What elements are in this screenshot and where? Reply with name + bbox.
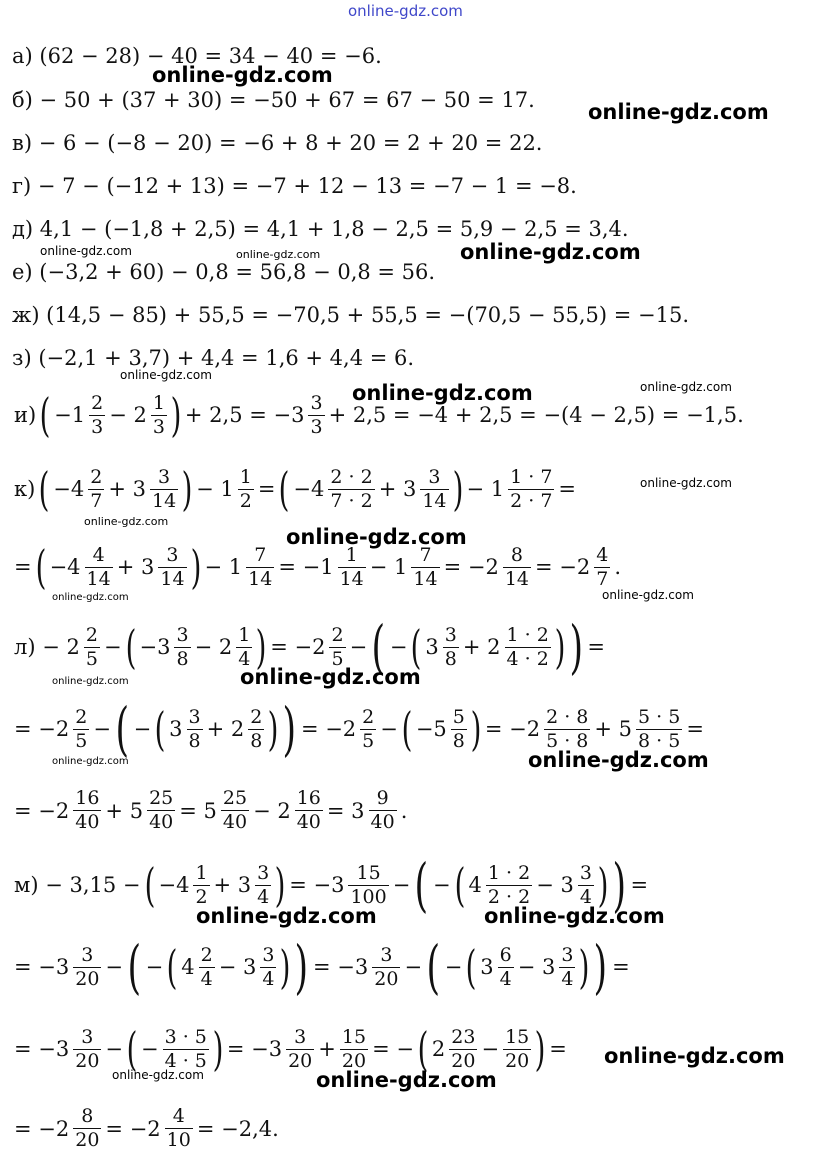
close-paren: ) — [612, 851, 627, 919]
term: −3 — [139, 635, 171, 659]
fraction: $\frac{3}{14}$ — [160, 543, 185, 590]
fraction: $\frac{5}{8}$ — [452, 705, 465, 752]
term: + 2 — [462, 635, 501, 659]
fraction: $\frac{15}{100}$ — [350, 861, 387, 908]
fraction: $\frac{15}{20}$ — [505, 1025, 530, 1072]
fraction: $\frac{8}{20}$ — [75, 1105, 100, 1151]
term: − 2 — [109, 403, 147, 427]
fraction: $\frac{4}{7}$ — [596, 543, 609, 590]
close-paren: ) — [569, 613, 583, 681]
solution-line-v: в) − 6 − (−8 − 20) = −6 + 8 + 20 = 2 + 20 = 22. — [12, 131, 543, 155]
solution-line-z: з) (−2,1 + 3,7) + 4,4 = 1,6 + 4,4 = 6. — [12, 346, 415, 370]
term: = −2 — [14, 1116, 70, 1141]
term: = — [612, 955, 630, 979]
solution-line-l3 — [12, 788, 409, 833]
fraction: $\frac{3}{4}$ — [561, 943, 574, 990]
fraction: $\frac{3}{4}$ — [579, 861, 592, 908]
fraction: $\frac{1 \cdot 7}{2 \cdot 7}$ — [510, 465, 553, 512]
term: − — [444, 955, 463, 979]
watermark: online-gdz.com — [84, 515, 169, 528]
fraction: $\frac{3}{4}$ — [257, 861, 270, 908]
watermark: online-gdz.com — [240, 665, 421, 689]
term: + 3 — [213, 873, 252, 897]
close-paren: ) — [597, 858, 609, 912]
item-label: к) — [14, 477, 36, 501]
solution-line-d: д) 4,1 − (−1,8 + 2,5) = 4,1 + 1,8 − 2,5 = 5,9 − 2,5 = 3,4. — [12, 217, 629, 241]
term: = 3 — [326, 798, 365, 823]
fraction: $\frac{15}{20}$ — [341, 1025, 367, 1072]
solution-line-m2 — [12, 933, 632, 1001]
term: − — [145, 955, 164, 979]
watermark-top: online-gdz.com — [348, 2, 463, 20]
close-paren: ) — [181, 462, 193, 516]
term: = −3 — [226, 1037, 283, 1061]
fraction: $\frac{3}{8}$ — [176, 623, 189, 670]
term: = −2 — [484, 717, 541, 741]
watermark: online-gdz.com — [196, 904, 377, 928]
fraction: $\frac{2}{8}$ — [250, 705, 263, 752]
term: = −3 — [14, 955, 70, 979]
close-paren: ) — [593, 933, 608, 1001]
watermark: online-gdz.com — [316, 1068, 497, 1092]
close-paren: ) — [274, 858, 286, 912]
watermark: online-gdz.com — [528, 748, 709, 772]
term: = — [257, 477, 276, 501]
term: − — [481, 1037, 500, 1061]
fraction: $\frac{16}{40}$ — [296, 787, 321, 833]
term: − — [140, 1037, 159, 1061]
close-paren: ) — [170, 388, 182, 442]
fraction: $\frac{3}{20}$ — [75, 943, 100, 990]
fraction: $\frac{2 \cdot 2}{7 \cdot 2}$ — [330, 465, 373, 512]
watermark: online-gdz.com — [236, 248, 321, 261]
term: − — [389, 635, 408, 659]
term: = −2 — [535, 555, 591, 579]
item-label: л) − 2 — [14, 635, 80, 659]
fraction: $\frac{8}{14}$ — [504, 543, 529, 590]
open-paren: ( — [115, 695, 130, 763]
term: = −1 — [278, 555, 334, 579]
fraction: $\frac{2}{5}$ — [362, 705, 375, 752]
fraction: $\frac{1 \cdot 2}{2 \cdot 2}$ — [487, 861, 531, 908]
close-paren: ) — [294, 933, 309, 1001]
fraction: $\frac{2}{5}$ — [75, 705, 88, 752]
fraction: $\frac{9}{40}$ — [370, 787, 395, 833]
term: . — [400, 798, 408, 823]
term: − 1 — [466, 477, 505, 501]
fraction: $\frac{3}{20}$ — [374, 943, 399, 990]
term: = −2 — [14, 717, 70, 741]
term: − 3 — [517, 955, 556, 979]
open-paren: ( — [126, 1022, 138, 1076]
open-paren: ( — [39, 388, 51, 442]
watermark: online-gdz.com — [640, 476, 732, 490]
fraction: $\frac{3}{8}$ — [188, 705, 201, 752]
term: + 2 — [206, 717, 245, 741]
term: − — [105, 1037, 124, 1061]
watermark: online-gdz.com — [484, 904, 665, 928]
watermark: online-gdz.com — [640, 380, 732, 394]
fraction: $\frac{3}{14}$ — [422, 465, 447, 512]
fraction: $\frac{3}{20}$ — [75, 1025, 100, 1072]
fraction: $\frac{2}{7}$ — [90, 465, 103, 512]
fraction: $\frac{4}{10}$ — [166, 1105, 191, 1151]
fraction: $\frac{2}{5}$ — [85, 623, 98, 670]
term: = — [630, 873, 649, 897]
term: = −2 — [14, 798, 70, 823]
term: + 3 — [378, 477, 417, 501]
fraction: $\frac{1}{3}$ — [152, 391, 165, 438]
watermark: online-gdz.com — [52, 676, 129, 687]
term: 2 — [431, 1037, 446, 1061]
open-paren: ( — [454, 858, 465, 912]
watermark: online-gdz.com — [112, 1068, 204, 1082]
fraction: $\frac{2}{4}$ — [200, 943, 213, 990]
term: −5 — [415, 717, 447, 741]
term: −4 — [293, 477, 325, 501]
term: 3 — [169, 717, 183, 741]
close-paren: ) — [554, 620, 566, 674]
fraction: $\frac{2}{3}$ — [91, 391, 104, 438]
open-paren: ( — [371, 613, 386, 681]
open-paren: ( — [144, 858, 155, 912]
fraction: $\frac{6}{4}$ — [499, 943, 512, 990]
term: − 2 — [253, 798, 291, 823]
open-paren: ( — [279, 462, 290, 516]
open-paren: ( — [127, 933, 142, 1001]
term: + — [318, 1037, 336, 1061]
term: −4 — [49, 555, 81, 579]
term: = −2 — [300, 717, 357, 741]
fraction: $\frac{7}{14}$ — [413, 543, 438, 590]
term: = — [549, 1037, 567, 1061]
fraction: $\frac{4}{14}$ — [86, 543, 111, 590]
fraction: $\frac{3 \cdot 5}{4 \cdot 5}$ — [164, 1025, 207, 1072]
fraction: $\frac{1}{14}$ — [339, 543, 364, 590]
watermark: online-gdz.com — [286, 525, 467, 549]
term: 4 — [181, 955, 195, 979]
term: = −3 — [14, 1037, 70, 1061]
fraction: $\frac{3}{4}$ — [262, 943, 275, 990]
term: 3 — [480, 955, 494, 979]
term: − 1 — [369, 555, 408, 579]
fraction: $\frac{25}{40}$ — [222, 787, 248, 833]
term: − — [404, 955, 423, 979]
open-paren: ( — [166, 940, 178, 994]
solution-line-b: б) − 50 + (37 + 30) = −50 + 67 = 67 − 50 = 17. — [12, 88, 535, 112]
open-paren: ( — [417, 1022, 429, 1076]
term: − 1 — [204, 555, 243, 579]
open-paren: ( — [414, 851, 429, 919]
term: − — [133, 717, 152, 741]
watermark: online-gdz.com — [152, 63, 333, 87]
close-paren: ) — [534, 1022, 546, 1076]
term: − — [432, 873, 451, 897]
term: = −2 — [443, 555, 499, 579]
close-paren: ) — [267, 702, 279, 756]
close-paren: ) — [255, 620, 267, 674]
term: . — [614, 555, 622, 579]
term: = — [587, 635, 605, 659]
term: − — [349, 635, 368, 659]
solution-line-k2 — [12, 540, 623, 594]
term: − — [103, 635, 122, 659]
solution-line-g: г) − 7 − (−12 + 13) = −7 + 12 − 13 = −7 − 1 = −8. — [12, 174, 577, 198]
watermark: online-gdz.com — [52, 592, 129, 603]
watermark: online-gdz.com — [602, 588, 694, 602]
term: − 2 — [194, 635, 233, 659]
watermark: online-gdz.com — [588, 100, 769, 124]
open-paren: ( — [38, 462, 50, 516]
watermark: online-gdz.com — [120, 368, 212, 382]
fraction: $\frac{25}{40}$ — [149, 787, 174, 833]
term: − — [380, 717, 398, 741]
term: = − — [372, 1037, 414, 1061]
fraction: $\frac{3}{3}$ — [310, 391, 323, 438]
term: + 3 — [116, 555, 155, 579]
item-label: м) − 3,15 − — [14, 873, 141, 897]
fraction: $\frac{1}{4}$ — [238, 623, 251, 670]
term: −4 — [53, 477, 85, 501]
close-paren: ) — [282, 695, 297, 763]
term: − — [392, 873, 411, 897]
close-paren: ) — [452, 462, 463, 516]
watermark: online-gdz.com — [604, 1044, 785, 1068]
open-paren: ( — [401, 702, 413, 756]
term: = — [558, 477, 577, 501]
term: = −2,4. — [196, 1116, 279, 1141]
fraction: $\frac{7}{14}$ — [248, 543, 273, 590]
fraction: $\frac{1}{2}$ — [195, 861, 208, 908]
term: + 2,5 = −3 — [184, 403, 305, 427]
term: + 3 — [108, 477, 146, 501]
term: = −2 — [270, 635, 326, 659]
term: + 2,5 = −4 + 2,5 = −(4 − 2,5) = −1,5. — [328, 403, 744, 427]
term: = — [686, 717, 704, 741]
watermark: online-gdz.com — [52, 756, 129, 767]
solution-line-k1 — [12, 462, 578, 516]
open-paren: ( — [35, 540, 46, 594]
solution-line-e: е) (−3,2 + 60) − 0,8 = 56,8 − 0,8 = 56. — [12, 260, 436, 284]
fraction: $\frac{3}{20}$ — [288, 1025, 313, 1072]
item-label: и) — [14, 403, 37, 427]
term: 4 — [468, 873, 482, 897]
term: −4 — [158, 873, 190, 897]
watermark: online-gdz.com — [352, 381, 533, 405]
term: − 1 — [196, 477, 234, 501]
fraction: $\frac{2}{5}$ — [331, 623, 344, 670]
fraction: $\frac{23}{20}$ — [451, 1025, 476, 1072]
term: − — [93, 717, 111, 741]
term: 3 — [425, 635, 439, 659]
close-paren: ) — [190, 540, 201, 594]
solution-line-a: а) (62 − 28) − 40 = 34 − 40 = −6. — [12, 44, 382, 68]
solution-line-m4 — [12, 1106, 281, 1151]
fraction: $\frac{2 \cdot 8}{5 \cdot 8}$ — [546, 705, 589, 752]
term: + 5 — [594, 717, 633, 741]
fraction: $\frac{5 \cdot 5}{8 \cdot 5}$ — [638, 705, 681, 752]
close-paren: ) — [579, 940, 590, 994]
open-paren: ( — [426, 933, 441, 1001]
watermark: online-gdz.com — [40, 244, 132, 258]
open-paren: ( — [411, 620, 422, 674]
open-paren: ( — [125, 620, 136, 674]
term: − 3 — [218, 955, 257, 979]
fraction: $\frac{16}{40}$ — [75, 787, 100, 833]
term: = −3 — [289, 873, 345, 897]
term: − — [105, 955, 124, 979]
open-paren: ( — [465, 940, 477, 994]
fraction: $\frac{1}{2}$ — [239, 465, 252, 512]
term: = −2 — [105, 1116, 161, 1141]
close-paren: ) — [470, 702, 482, 756]
term: = 5 — [179, 798, 217, 823]
fraction: $\frac{3}{8}$ — [444, 623, 457, 670]
close-paren: ) — [280, 940, 291, 994]
watermark: online-gdz.com — [460, 240, 641, 264]
term: = −3 — [313, 955, 369, 979]
term: − 3 — [536, 873, 574, 897]
term: −1 — [54, 403, 86, 427]
term: = — [14, 555, 32, 579]
fraction: $\frac{3}{14}$ — [151, 465, 177, 512]
fraction: $\frac{1 \cdot 2}{4 \cdot 2}$ — [506, 623, 549, 670]
close-paren: ) — [212, 1022, 224, 1076]
solution-line-zh: ж) (14,5 − 85) + 55,5 = −70,5 + 55,5 = −(70,5 − 55,5) = −15. — [12, 303, 690, 327]
open-paren: ( — [154, 702, 166, 756]
term: + 5 — [105, 798, 144, 823]
